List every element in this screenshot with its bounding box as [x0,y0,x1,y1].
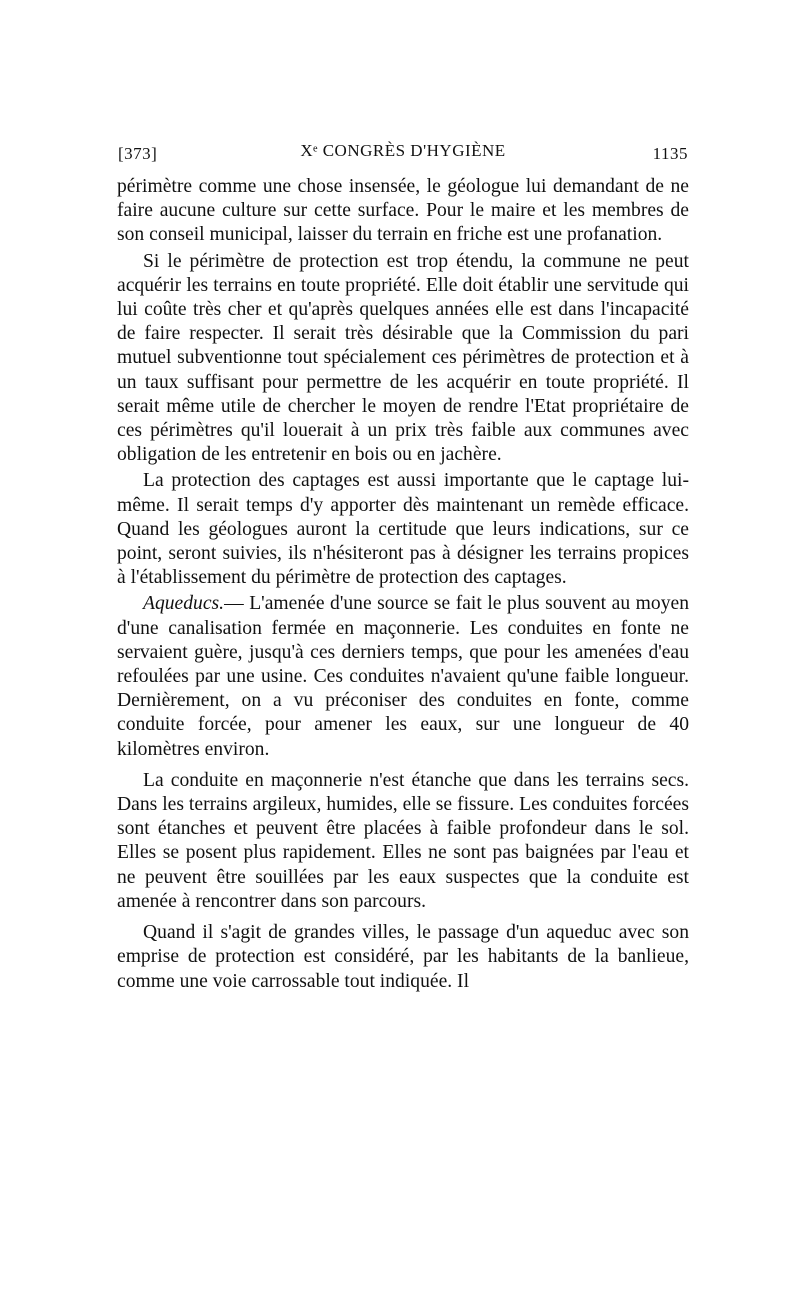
page-body [117,175,689,994]
paragraph-4 [117,592,689,761]
paragraph-4-text: — L'amenée d'une source se fait le plus souvent au moyen d'une canalisation fermée en maçonnerie. Les conduites en fonte ne servaient guère, jusqu'à ces derniers temps, que pour les amenées d'eau refoulées par une usine. Ces conduites n'avaient qu'une faible longueur. Dernièrement, on a vu préconiser des conduites en fonte, comme conduite forcée, pour amener les eaux, sur une longueur de 40 kilomètres environ. [117,593,689,760]
paragraph-2: Si le périmètre de protection est trop étendu, la commune ne peut acquérir les terrains en toute propriété. Elle doit établir une servitude qui lui coûte très cher et qu'après quelques années elle est dans l'incapacité de faire respecter. Il serait très désirable que la Commission du pari mutuel subventionne tout spécialement ces périmètres de protection et à un taux suffisant pour permettre de les acquérir en toute propriété. Il serait même utile de chercher le moyen de rendre l'Etat propriétaire de ces périmètres qu'il louerait à un prix très faible aux communes avec obligation de les entretenir en bois ou en jachère. [117,250,689,466]
header-title: Xᵉ CONGRÈS D'HYGIÈNE [300,141,506,160]
paragraph-3: La protection des captages est aussi importante que le captage lui-même. Il serait temps d'y apporter dès maintenant un remède efficace. Quand les géologues auront la certitude que leurs indications, sur ce point, seront suivies, ils n'hésiteront pas à désigner les terrains propices à l'établissement du périmètre de protection des captages. [117,470,689,589]
page-number: 1135 [652,144,688,163]
running-header [118,138,688,166]
section-heading-aqueducs: Aqueducs. [143,593,225,615]
paragraph-5: La conduite en maçonnerie n'est étanche que dans les terrains secs. Dans les terrains argileux, humides, elle se fissure. Les conduites forcées sont étanches et peuvent être placées à faible profondeur dans le sol. Elles se posent plus rapidement. Elles ne sont pas baignées par l'eau et ne peuvent être souillées par les eaux suspectes que la conduite est amenée à rencontrer dans son parcours. [117,769,689,912]
header-reference: [373] [118,144,158,163]
paragraph-6: Quand il s'agit de grandes villes, le passage d'un aqueduc avec son emprise de protection est considéré, par les habitants de la banlieue, comme une voie carrossable tout indiquée. Il [117,922,689,992]
paragraph-1: périmètre comme une chose insensée, le géologue lui demandant de ne faire aucune culture sur cette surface. Pour le maire et les membres de son conseil municipal, laisser du terrain en friche est une profanation. [117,176,689,246]
